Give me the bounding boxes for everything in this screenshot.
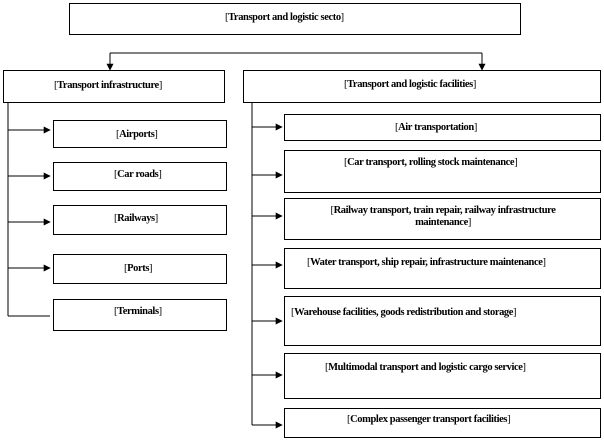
- item-label: [ Car roads ]: [114, 169, 161, 181]
- infra-item-car-roads: [53, 162, 227, 191]
- item-label: [ Terminals ]: [114, 306, 162, 318]
- root-box: [69, 3, 521, 35]
- fac-item-water: [284, 248, 601, 289]
- infra-item-terminals: [53, 299, 227, 331]
- fac-item-passenger: [284, 408, 601, 438]
- item-label: [ Air transportation ]: [395, 122, 477, 134]
- item-label: [ Water transport, ship repair, infrastructure maintenance ]: [307, 257, 546, 269]
- item-label: [ Ports ]: [124, 263, 152, 275]
- fac-item-multimodal: [284, 353, 601, 399]
- fac-item-car: [284, 150, 601, 193]
- infra-item-ports: [53, 254, 227, 284]
- infra-item-airports: [53, 120, 227, 148]
- item-label: [ Complex passenger transport facilities ]: [347, 414, 510, 426]
- item-label: [ Railways ]: [114, 213, 158, 225]
- facilities-label: [ Transport and logistic facilities ]: [344, 79, 476, 91]
- item-label: [ Warehouse facilities, goods redistribution and storage ]: [291, 307, 516, 319]
- infra-item-railways: [53, 205, 227, 235]
- item-label: [ Car transport, rolling stock maintenance ]: [344, 157, 517, 169]
- facilities-box: [243, 70, 601, 103]
- infrastructure-box: [3, 70, 225, 103]
- fac-item-warehouse: [284, 296, 601, 346]
- fac-item-rail: [284, 198, 601, 240]
- root-label: [ Transport and logistic secto ]: [225, 12, 344, 24]
- fac-item-air: [284, 114, 601, 141]
- item-label: [ Multimodal transport and logistic cargo service ]: [325, 362, 526, 374]
- item-label: [ Airports ]: [116, 129, 158, 141]
- infrastructure-label: [ Transport infrastructure ]: [54, 80, 162, 92]
- item-label: [ Railway transport, train repair, railway infrastructure maintenance ]: [307, 205, 579, 229]
